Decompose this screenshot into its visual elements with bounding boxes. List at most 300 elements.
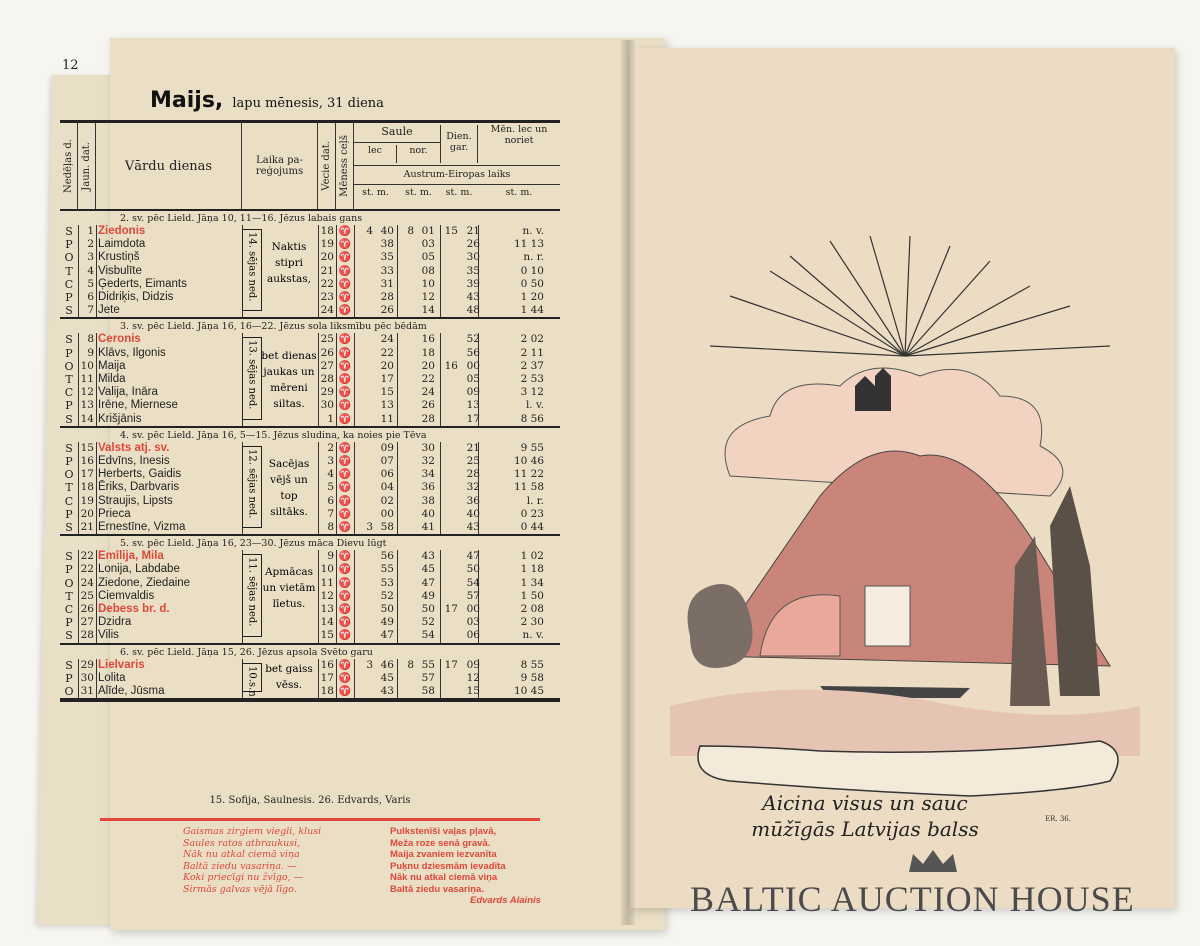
- sunset-minute: 50: [421, 602, 435, 615]
- daylength-minute: 35: [466, 264, 480, 277]
- sunset-minute: 26: [421, 399, 435, 412]
- daylength-hour: 16: [444, 359, 458, 372]
- table-row: [60, 442, 560, 455]
- moon-rise-set: l. r.: [526, 494, 544, 507]
- daylength-minute: 09: [466, 658, 480, 671]
- old-date: 23: [320, 290, 334, 303]
- daylength-minute: 47: [466, 550, 480, 563]
- moon-rise-set: 8 55: [520, 658, 544, 671]
- header-rise: lec: [354, 145, 397, 163]
- table-row: [60, 399, 560, 412]
- old-date: 4: [327, 468, 334, 481]
- sunset-minute: 52: [421, 616, 435, 629]
- daylength-minute: 28: [466, 468, 480, 481]
- sunrise-hour: 3: [366, 658, 373, 671]
- name-day: Edvīns, Inesis: [98, 454, 170, 467]
- zodiac-icon: ♈: [338, 521, 352, 533]
- sunrise-minute: 45: [380, 671, 394, 684]
- daylength-minute: 57: [466, 589, 480, 602]
- weekday-letter: S: [65, 304, 73, 318]
- table-row: [60, 685, 560, 698]
- zodiac-icon: ♈: [338, 278, 352, 290]
- red-divider: [100, 818, 540, 821]
- daylength-minute: 12: [466, 671, 480, 684]
- date-number: 25: [80, 589, 94, 602]
- sowing-week-label: 14. sējas ned.: [246, 232, 258, 302]
- sunset-minute: 45: [421, 563, 435, 576]
- moon-rise-set: 1 02: [520, 550, 544, 563]
- moon-rise-set: 11 13: [513, 238, 544, 251]
- table-row: [60, 616, 560, 629]
- table-row: [60, 291, 560, 304]
- weekday-letter: O: [64, 359, 74, 373]
- sunrise-minute: 13: [380, 399, 394, 412]
- zodiac-icon: ♈: [338, 373, 352, 385]
- name-day: Ernestīne, Vizma: [98, 520, 186, 533]
- week-block: [60, 211, 560, 319]
- name-day: Krustiņš: [98, 251, 140, 264]
- date-number: 29: [80, 658, 94, 671]
- daylength-minute: 26: [466, 238, 480, 251]
- name-day: Debess br. d.: [98, 602, 170, 615]
- date-number: 22: [80, 550, 94, 563]
- header-moon-path: Mēness ceļš: [336, 123, 354, 209]
- daylength-minute: 54: [466, 576, 480, 589]
- moon-rise-set: 0 44: [520, 520, 544, 533]
- weekday-letter: T: [65, 372, 73, 386]
- table-row: [60, 603, 560, 616]
- week-heading: 4. sv. pēc Lield. Jāņa 16, 5—15. Jēzus sludina, ka noies pie Tēva: [120, 429, 427, 441]
- daylength-minute: 36: [466, 494, 480, 507]
- weekday-letter: P: [65, 399, 73, 413]
- weekday-letter: C: [64, 277, 74, 291]
- old-date: 14: [320, 616, 334, 629]
- table-row: [60, 629, 560, 642]
- name-day: Vilis: [98, 629, 119, 642]
- weekday-letter: C: [64, 386, 74, 400]
- table-row: [60, 386, 560, 399]
- old-date: 18: [320, 225, 334, 237]
- daylength-minute: 06: [466, 629, 480, 642]
- sunset-minute: 54: [421, 629, 435, 642]
- month-subtitle: lapu mēnesis, 31 diena: [232, 96, 384, 111]
- sunrise-hour: 3: [366, 520, 373, 533]
- weekday-letter: T: [65, 264, 73, 278]
- old-date: 13: [320, 602, 334, 615]
- table-row: [60, 413, 560, 426]
- week-heading: 3. sv. pēc Lield. Jāņa 16, 16—22. Jēzus sola liksmību pēc bēdām: [120, 321, 427, 333]
- zodiac-icon: ♈: [338, 508, 352, 520]
- sunset-minute: 43: [421, 550, 435, 563]
- name-day: Lielvaris: [98, 658, 145, 671]
- date-number: 17: [80, 468, 94, 481]
- poem-left: Gaismas zirgiem viegli, klusi Saules ratos atbraukusi, Nāk nu atkal ciemā viņa Baltā ziedu vasariņa. — Koki priecīgi nu žvīgo, — Sirmās galvas vējā līgo.: [183, 826, 322, 895]
- date-number: 5: [87, 277, 94, 290]
- sunset-minute: 01: [421, 225, 435, 237]
- sunrise-minute: 33: [380, 264, 394, 277]
- daylength-minute: 32: [466, 481, 480, 494]
- name-day: Didriķis, Didzis: [98, 290, 174, 303]
- date-number: 10: [80, 359, 94, 372]
- name-day: Jete: [98, 304, 120, 317]
- daylength-minute: 25: [466, 454, 480, 467]
- table-row: [60, 672, 560, 685]
- month-title: [150, 88, 384, 113]
- old-date: 11: [320, 576, 334, 589]
- old-date: 9: [327, 550, 334, 563]
- sunrise-minute: 24: [380, 333, 394, 346]
- moon-rise-set: 2 37: [520, 359, 544, 372]
- weekday-letter: S: [65, 441, 73, 455]
- sunrise-minute: 52: [380, 589, 394, 602]
- zodiac-icon: ♈: [338, 347, 352, 359]
- daylength-minute: 13: [466, 399, 480, 412]
- old-date: 19: [320, 238, 334, 251]
- week-heading: 6. sv. pēc Lield. Jāņa 15, 26. Jēzus apsola Svēto garu: [120, 646, 373, 658]
- old-date: 7: [327, 507, 334, 520]
- week-block: [60, 428, 560, 536]
- weekday-letter: O: [64, 251, 74, 265]
- daylength-minute: 39: [466, 277, 480, 290]
- table-row: [60, 659, 560, 672]
- moon-rise-set: 1 20: [520, 290, 544, 303]
- header-new-date: Jaun. dat.: [78, 123, 96, 209]
- old-date: 5: [327, 481, 334, 494]
- date-number: 4: [87, 264, 94, 277]
- zodiac-icon: ♈: [338, 334, 352, 346]
- old-date: 8: [327, 520, 334, 533]
- zodiac-icon: ♈: [338, 495, 352, 507]
- name-day: Prieca: [98, 507, 131, 520]
- sunset-minute: 24: [421, 386, 435, 399]
- table-row: [60, 225, 560, 238]
- header-sun: Saule: [354, 125, 440, 143]
- date-number: 15: [80, 441, 94, 454]
- sunrise-minute: 49: [380, 616, 394, 629]
- sunset-minute: 57: [421, 671, 435, 684]
- old-date: 27: [320, 359, 334, 372]
- date-number: 28: [80, 629, 94, 642]
- date-number: 27: [80, 616, 94, 629]
- caption-line-1: Aicina visus un sauc: [762, 791, 968, 815]
- daylength-minute: 50: [466, 563, 480, 576]
- old-date: 26: [320, 346, 334, 359]
- zodiac-icon: ♈: [338, 360, 352, 372]
- zodiac-icon: ♈: [338, 226, 352, 237]
- weekday-letter: P: [65, 346, 73, 360]
- date-number: 12: [80, 386, 94, 399]
- daylength-minute: 43: [466, 520, 480, 533]
- sunset-minute: 34: [421, 468, 435, 481]
- weekday-letter: S: [65, 225, 73, 238]
- moon-rise-set: 2 02: [520, 333, 544, 346]
- date-number: 2: [87, 238, 94, 251]
- old-date: 29: [320, 386, 334, 399]
- poem-right-text: Pulkstenīši vaļas pļavā, Meža roze senā gravā. Maija zvaniem iezvanīta Puķnu dziesmām ievadīta Nāk nu atkal ciemā viņa Baltā ziedu vasariņa.: [390, 826, 506, 895]
- sunset-minute: 36: [421, 481, 435, 494]
- sunrise-minute: 53: [380, 576, 394, 589]
- sowing-week-label: 11. sējas ned.: [246, 557, 258, 627]
- sunset-minute: 32: [421, 454, 435, 467]
- zodiac-icon: ♈: [338, 482, 352, 494]
- daylength-minute: 09: [466, 386, 480, 399]
- sunset-minute: 38: [421, 494, 435, 507]
- zodiac-icon: ♈: [338, 551, 352, 563]
- name-day: Valsts atj. sv.: [98, 441, 170, 454]
- old-date: 17: [320, 671, 334, 684]
- zodiac-icon: ♈: [338, 590, 352, 602]
- weekday-letter: P: [65, 238, 73, 252]
- table-row: [60, 550, 560, 563]
- weekday-letter: O: [64, 468, 74, 482]
- weekday-letter: S: [65, 520, 73, 534]
- sunrise-minute: 55: [380, 563, 394, 576]
- name-day: Maija: [98, 359, 126, 372]
- moon-rise-set: 9 58: [520, 671, 544, 684]
- week-block: [60, 319, 560, 427]
- daylength-minute: 15: [466, 684, 480, 697]
- moon-rise-set: 8 56: [520, 412, 544, 425]
- header-old-date: Vecie dat.: [318, 123, 336, 209]
- zodiac-icon: ♈: [338, 252, 352, 264]
- name-day: Alīde, Jūsma: [98, 684, 165, 697]
- table-row: [60, 481, 560, 494]
- week-block: [60, 645, 560, 701]
- header-set: nor.: [409, 145, 428, 156]
- moon-rise-set: 10 45: [513, 684, 544, 697]
- sunset-minute: 18: [421, 346, 435, 359]
- sunset-minute: 58: [421, 684, 435, 697]
- sunset-minute: 03: [421, 238, 435, 251]
- sunrise-minute: 47: [380, 629, 394, 642]
- sunrise-minute: 11: [380, 412, 394, 425]
- auction-watermark: BALTIC AUCTION HOUSE: [690, 879, 1135, 919]
- old-date: 10: [320, 563, 334, 576]
- table-row: [60, 347, 560, 360]
- weekday-letter: T: [65, 589, 73, 603]
- crown-logo-icon: [905, 848, 961, 874]
- sunset-minute: 20: [421, 359, 435, 372]
- weekday-letter: S: [65, 333, 73, 347]
- sunrise-minute: 07: [380, 454, 394, 467]
- name-day: Ciemvaldis: [98, 589, 155, 602]
- header-names: Vārdu dienas: [96, 123, 242, 209]
- date-number: 3: [87, 251, 94, 264]
- table-row: [60, 563, 560, 576]
- daylength-minute: 05: [466, 372, 480, 385]
- date-number: 22: [80, 563, 94, 576]
- sunrise-minute: 43: [380, 684, 394, 697]
- header-unit-moon: st. m.: [505, 187, 533, 198]
- poem-signature: Edvards Alainis: [470, 895, 541, 906]
- name-day: Ziedonis: [98, 225, 146, 237]
- sunrise-minute: 06: [380, 468, 394, 481]
- daylength-minute: 56: [466, 346, 480, 359]
- moon-rise-set: 11 58: [513, 481, 544, 494]
- sunset-minute: 16: [421, 333, 435, 346]
- table-row: [60, 590, 560, 603]
- header-weather: Laika pa- reģojums: [242, 123, 318, 209]
- name-day: Laimdota: [98, 238, 146, 251]
- name-day: Valija, Ināra: [98, 386, 158, 399]
- sunrise-minute: 46: [380, 658, 394, 671]
- sunrise-minute: 17: [380, 372, 394, 385]
- old-date: 3: [327, 454, 334, 467]
- name-day: Emīlija, Mila: [98, 550, 164, 563]
- sunrise-minute: 00: [380, 507, 394, 520]
- sowing-week-label: 12. sējas ned.: [246, 448, 258, 519]
- zodiac-icon: ♈: [338, 442, 352, 454]
- weather-forecast: Apmācas un vietām līetus.: [262, 566, 316, 611]
- moon-rise-set: 2 11: [520, 346, 544, 359]
- name-day: Klāvs, Ilgonis: [98, 346, 166, 359]
- old-date: 16: [320, 658, 334, 671]
- sunset-minute: 05: [421, 251, 435, 264]
- table-row: [60, 333, 560, 346]
- old-date: 21: [320, 264, 334, 277]
- weekday-letter: P: [65, 507, 73, 521]
- daylength-hour: 15: [444, 225, 458, 237]
- sunrise-minute: 31: [380, 277, 394, 290]
- sunrise-minute: 02: [380, 494, 394, 507]
- week-heading: 5. sv. pēc Lield. Jāņa 16, 23—30. Jēzus māca Dievu lūgt: [120, 538, 387, 550]
- illustration-castle-hill: [670, 236, 1140, 836]
- calendar-table: [60, 120, 560, 702]
- zodiac-icon: ♈: [338, 469, 352, 481]
- sunset-hour: 8: [407, 225, 414, 237]
- sowing-week-label: 13. sējas ned.: [246, 340, 258, 410]
- sunrise-minute: 50: [380, 602, 394, 615]
- week-block: [60, 536, 560, 644]
- old-date: 30: [320, 399, 334, 412]
- header-unit-daylen: st. m.: [445, 187, 473, 198]
- name-day: Dzidra: [98, 616, 132, 629]
- weekday-letter: P: [65, 454, 73, 468]
- date-number: 24: [80, 576, 94, 589]
- daylength-minute: 40: [466, 507, 480, 520]
- zodiac-icon: ♈: [338, 659, 352, 671]
- zodiac-icon: ♈: [338, 577, 352, 589]
- daylength-hour: 17: [444, 602, 458, 615]
- moon-rise-set: 2 53: [520, 372, 544, 385]
- date-number: 8: [87, 333, 94, 346]
- daylength-minute: 17: [466, 412, 480, 425]
- sun-rays-icon: [710, 236, 1110, 356]
- weekday-letter: T: [65, 481, 73, 495]
- moon-rise-set: n. v.: [522, 225, 544, 237]
- weekday-letter: P: [65, 290, 73, 304]
- old-date: 20: [320, 251, 334, 264]
- header-timezone: Austrum-Eiropas laiks: [354, 165, 560, 185]
- sowing-week-label: 10.s.n: [246, 665, 258, 697]
- moon-rise-set: 1 18: [520, 563, 544, 576]
- table-row: [60, 455, 560, 468]
- zodiac-icon: ♈: [338, 265, 352, 277]
- zodiac-icon: ♈: [338, 400, 352, 412]
- date-number: 16: [80, 454, 94, 467]
- sunset-hour: 8: [407, 658, 414, 671]
- date-number: 7: [87, 304, 94, 317]
- moon-rise-set: n. r.: [523, 251, 544, 264]
- name-day: Herberts, Gaidis: [98, 468, 182, 481]
- week-blocks: [60, 211, 560, 700]
- sunset-minute: 55: [421, 658, 435, 671]
- name-day: Straujis, Lipsts: [98, 494, 173, 507]
- table-row: [60, 495, 560, 508]
- weekday-letter: P: [65, 671, 73, 685]
- weekday-letter: C: [64, 494, 74, 508]
- zodiac-icon: ♈: [338, 672, 352, 684]
- weather-forecast: Sacējas vējš un top siltāks.: [268, 457, 310, 518]
- weekday-letter: P: [65, 563, 73, 577]
- zodiac-icon: ♈: [338, 387, 352, 399]
- zodiac-icon: ♈: [338, 455, 352, 467]
- sunrise-hour: 4: [366, 225, 373, 237]
- moon-rise-set: 1 34: [520, 576, 544, 589]
- moon-rise-set: 3 12: [520, 386, 544, 399]
- header-unit-set: st. m.: [405, 187, 432, 198]
- sunset-minute: 40: [421, 507, 435, 520]
- date-number: 11: [80, 372, 94, 385]
- weather-forecast: bet dienas jaukas un mēreni siltas.: [261, 349, 317, 410]
- weekday-letter: O: [64, 576, 74, 590]
- name-day: Ziedone, Ziedaine: [98, 576, 191, 589]
- sunset-minute: 14: [421, 304, 435, 317]
- table-row: [60, 577, 560, 590]
- old-date: 12: [320, 589, 334, 602]
- illustration-caption: [735, 790, 995, 842]
- table-row: [60, 251, 560, 264]
- date-number: 9: [87, 346, 94, 359]
- date-number: 26: [80, 602, 94, 615]
- old-date: 18: [320, 684, 334, 697]
- zodiac-icon: ♈: [338, 564, 352, 576]
- sunrise-minute: 38: [380, 238, 394, 251]
- sunrise-minute: 09: [380, 441, 394, 454]
- sunrise-minute: 35: [380, 251, 394, 264]
- old-date: 24: [320, 304, 334, 317]
- moon-rise-set: 1 44: [520, 304, 544, 317]
- date-number: 14: [80, 412, 94, 425]
- header-unit-rise: st. m.: [362, 187, 389, 198]
- extra-namedays: 15. Sofija, Saulnesis. 26. Edvards, Varis: [209, 795, 411, 806]
- table-row: [60, 373, 560, 386]
- sunrise-minute: 15: [380, 386, 394, 399]
- moon-rise-set: 0 50: [520, 277, 544, 290]
- old-date: 25: [320, 333, 334, 346]
- artist-initials: ER. 36.: [1045, 815, 1071, 823]
- name-day: Lonija, Labdabe: [98, 563, 180, 576]
- moon-rise-set: 11 22: [513, 468, 544, 481]
- daylength-minute: 00: [466, 602, 480, 615]
- moon-rise-set: 10 46: [513, 454, 544, 467]
- weekday-letter: S: [65, 550, 73, 564]
- zodiac-icon: ♈: [338, 413, 352, 425]
- date-number: 18: [80, 481, 94, 494]
- sunset-minute: 22: [421, 372, 435, 385]
- moon-rise-set: 2 30: [520, 616, 544, 629]
- page-number: 12: [62, 58, 79, 73]
- sunrise-minute: 20: [380, 359, 394, 372]
- sunrise-minute: 26: [380, 304, 394, 317]
- sunset-minute: 30: [421, 441, 435, 454]
- zodiac-icon: ♈: [338, 617, 352, 629]
- name-day: Krišjānis: [98, 412, 142, 425]
- name-day: Ēriks, Darbvaris: [98, 481, 180, 494]
- bush: [688, 584, 753, 668]
- sunset-minute: 10: [421, 277, 435, 290]
- sunset-minute: 12: [421, 290, 435, 303]
